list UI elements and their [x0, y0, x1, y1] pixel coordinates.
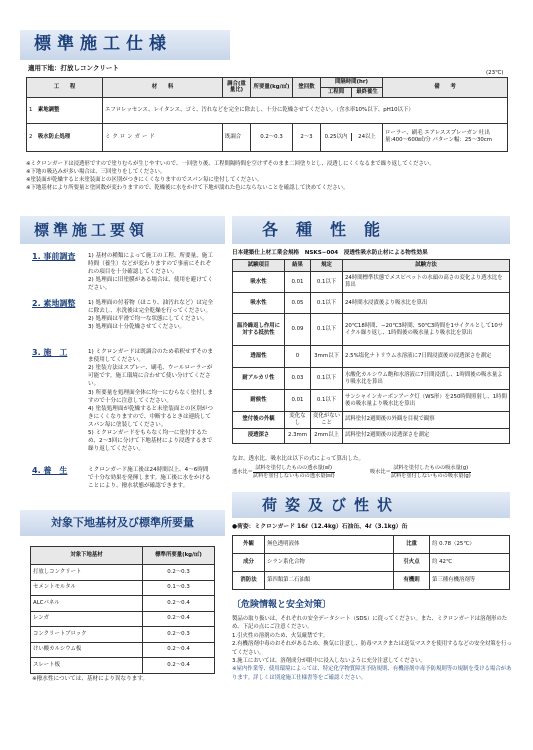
spec-table [26, 77, 508, 152]
spec-material-cell: エフロレッセンス、レイタンス、ゴミ、汚れなどを完全に除去し、十分に乾燥させてください。（含水率10%以下、pH10以下） [103, 97, 508, 123]
spec-ratio-cell: 既調合 [223, 123, 251, 151]
procedure-label-1: 1. 事前調査 [32, 252, 76, 261]
perf-row: 透湿性 0 3mm以下 2.5%塩化ナトリウム水溶液に7日間浸漬後の浸透深さを測定 [233, 346, 510, 368]
target-h-amount: 標準所要量(kg/㎡) [143, 547, 215, 565]
procedure-body-4: ミクロンガード施工後は24時間以上、4〜6時間で十分な効果を発揮します。施工後に水をかけることにより、撥水状態が確認できます。 [88, 467, 211, 490]
target-table [30, 546, 215, 674]
spec-note: ※下地の吸込みが多い場合は、三回塗りをしてください。 [26, 169, 166, 176]
packing-table [232, 535, 510, 590]
spec-note-cell: ローラー、刷毛 エアレススプレーガン 吐出量:400〜600㎖/分 パターン幅：25〜30cm [383, 123, 508, 151]
target-row: スレート板 0.2〜0.4 [31, 658, 215, 674]
spec-amount-cell: 0.2〜0.3 [251, 123, 293, 151]
spec-row [27, 123, 508, 151]
procedure-title-band: 標準施工要領 [20, 216, 225, 244]
target-h-base: 対象下地基材 [31, 547, 143, 565]
target-row: レンガ 0.2〜0.4 [31, 611, 215, 627]
danger-body: 製品の取り扱いは、それぞれの安全データシート（SDS）に従ってください。また、ミクロンガードは溶剤形のため、下記の点にご注意ください。 1.引火性の溶剤のため、火気厳禁です。 2.有機溶剤中毒のおそれがあるため、換気に注意し、防毒マスクまたは送気マスクを使用するなどの安全対策を行ってください。 3.施工においては、溶剤成分が眼中に浸入しないように充分注意してください。 ※屋内作業等、使用環境によっては、特定化学物質障害予防規則、有機溶剤中毒予防規則等の規制を受ける場合があります。詳しくは別途施工仕様書等をご確認ください。 [232, 616, 512, 681]
spec-notes [26, 160, 506, 192]
spec-title-band: 標準施工仕様 [20, 30, 230, 60]
perf-row: 温冷繰返し作用に対する抵抗性 0.09 0.1以下 20℃18時間、−20℃3時間、50℃3時間を1サイクルとして10サイクル繰り返し、1時間後の吸水量より吸水比を算出 [233, 314, 510, 346]
target-row: 打放しコンクリート 0.2〜0.3 [31, 565, 215, 581]
spec-h-amount: 所要量(kg/㎡) [251, 78, 293, 98]
spec-h-material: 材 料 [103, 78, 223, 98]
spec-row [27, 97, 508, 123]
spec-h-final: 最終養生 [356, 88, 378, 95]
target-title-band: 対象下地基材及び標準所要量 [20, 510, 225, 536]
spec-interval-cell: 0.25以内 24以上 [321, 123, 383, 151]
procedure-body-1: 1) 基材の種類によって施工の工程、所要量、施工時間（養生）などが変わりますので事前にそれぞれの項目を十分確認してください。 2) 処理面に旧塗膜がある場合は、使用を避けてください。 [88, 253, 213, 292]
perf-row: 吸水性 0.05 0.1以下 24時間水浸漬後より吸水比を算出 [233, 293, 510, 314]
procedure-body-3: 1) ミクロンガードは既調合のため希釈せずそのまま使用してください。 2) 塗装方法はスプレー、刷毛、ウールローラーが可能です。施工環境に合わせて使い分けてください。 3) 所要量を処理面全体に均一にむらなく塗付しますので十分に注意してください。 4) 塗装処理面が乾燥すると未塗装面との区別がつきにくくなりますので、中断するときは連続してスパン毎に塗装してください。 5) ミクロンガードをもらなく均一に塗付するため、2〜3回に分けて下地基材により浸透するまで繰り返してください。 [88, 349, 213, 453]
perf-row: 耐候性 0.01 0.1以下 サンシャインカーボンアーク灯（WS形）を250時間照射し、1時間後の吸水量より吸水比を算出 [233, 390, 510, 412]
target-row: けい酸カルシウム板 0.2〜0.4 [31, 642, 215, 658]
target-row: コンクリートブロック 0.2〜0.3 [31, 627, 215, 643]
performance-formula-intro: なお、透水比、吸水比は以下の式によって算出した。 [232, 456, 365, 462]
performance-table: 試験項目 結果 規定 試験方法 吸水性 0.01 0.1以下 24時間標準状態でメスピペットの水頭の高さの変化より透水比を算出 吸水性 0.05 0.1以下 24時間水浸漬後より吸水比を算出 温冷繰返し作用に対する抵抗性 0.09 0.1以下 20℃18時間、−20℃3時間、50℃3時間を1サイクルとして10サイクル繰り返し、1時間後の吸水量より吸水比を算出 透湿性 0 3mm以下 2.5%塩化ナトリウム水溶液に7日間浸漬後の浸透深さを測定 耐アルカリ性 0.03 0.1以下 水酸化カルシウム飽和水溶液に7日間浸漬し、1時間後の吸水量より吸水比を算出 耐候性 0.01 0.1以下 サンシャインカーボンアーク灯（WS形）を250時間照射し、1時間後の吸水量より吸水比を算出 塗付後の外観 変化なし 変化がないこと 試料塗付2週間後の外観を目視で観察 浸透深さ 2.3mm 2mm以上 試料塗付2週間後の浸透深さを測定 [232, 259, 510, 444]
packing-row: 外観 無色透明液体 比重 約 0.78（25℃） [233, 536, 510, 554]
danger-title: 〔危険情報と安全対策〕 [232, 600, 332, 610]
spec-h-interval-label: 間隔時間(hr) [321, 78, 382, 88]
spec-h-note: 備 考 [383, 78, 508, 98]
spec-h-step: 工 程 [27, 78, 103, 98]
spec-coats-cell: 2〜3 [293, 123, 321, 151]
packing-line: ●荷姿：ミクロンガード 16ℓ（12.4kg）石油缶、4ℓ（3.1kg）缶 [232, 524, 408, 530]
perf-row: 浸透深さ 2.3mm 2mm以上 試料塗付2週間後の浸透深さを測定 [233, 428, 510, 443]
spec-h-coats: 塗回数 [293, 78, 321, 98]
packing-title-band: 荷姿及び性状 [232, 492, 510, 518]
spec-h-interval [321, 78, 383, 98]
procedure-label-4: 4. 養 生 [32, 466, 68, 475]
perf-row: 吸水性 0.01 0.1以下 24時間標準状態でメスピペットの水頭の高さの変化より透水比を算出 [233, 272, 510, 293]
perf-row: 耐アルカリ性 0.03 0.1以下 水酸化カルシウム飽和水溶液に7日間浸漬し、1時間後の吸水量より吸水比を算出 [233, 368, 510, 390]
performance-title-band: 各種性能 [232, 216, 510, 244]
formula-absorption: 吸水比＝ 試料を塗付したものの吸水量(g) 試料を塗付しないものの吸水量(g) [370, 465, 471, 479]
target-row: セメントモルタル 0.1〜0.3 [31, 580, 215, 596]
spec-temp: (23℃) [486, 70, 504, 76]
procedure-label-3: 3. 施 工 [32, 348, 68, 357]
spec-base-label: 適用下地：打放しコンクリート [28, 64, 119, 72]
packing-row: 成分 シラン系化合物 引火点 約 42℃ [233, 554, 510, 572]
perf-row: 塗付後の外観 変化なし 変化がないこと 試料塗付2週間後の外観を目視で観察 [233, 412, 510, 429]
performance-caption: 日本建築仕上材工業会規格 NSKS−004 浸透性吸水防止材による物性効果 [232, 250, 428, 256]
spec-material-cell: ミクロンガード [103, 123, 223, 151]
spec-h-between: 工程間 [321, 88, 352, 97]
formula-permeability: 透水比＝ 試料を塗付したものの透水量(㎖) 試料を塗付しないものの透水量(㎖) [232, 465, 335, 479]
spec-note: ※下地基材により所要量と塗回数が変わりますので、乾燥後に水をかけて下地が濡れた色にならないことを確認して決めてください。 [26, 185, 349, 192]
spec-h-ratio: 調合(重量比) [223, 78, 251, 98]
target-note: ※撥水性については、基材により異なります。 [32, 676, 149, 682]
target-row: ALCパネル 0.2〜0.4 [31, 596, 215, 612]
procedure-label-2: 2. 素地調整 [32, 299, 76, 308]
packing-row: 消防法 第四類第二石油類 有機則 第三種有機溶剤等 [233, 572, 510, 590]
spec-note: ※ミクロンガードは浸透形ですので塗りむらが生じやすいので、一回塗り後、工程間隔時間を空けずそのまま二回塗りとし、浸透しにくくなるまで繰り返してください。 [26, 161, 435, 167]
spec-note: ※塗装面が乾燥すると未塗装面との区別がつきにくくなりますのでスパン毎に塗付してください。 [26, 177, 263, 184]
procedure-body-2: 1) 処理面の付着物（ほこり、油汚れなど）は完全に除去し、水洗後は完全乾燥を行ってください。 2) 処理面は平滑で均一な状態にしてください。 3) 処理面は十分乾燥させてください。 [88, 300, 213, 331]
spec-step-cell: 1 素地調整 [27, 97, 103, 123]
spec-step-cell: 2 吸水防止処理 [27, 123, 103, 151]
